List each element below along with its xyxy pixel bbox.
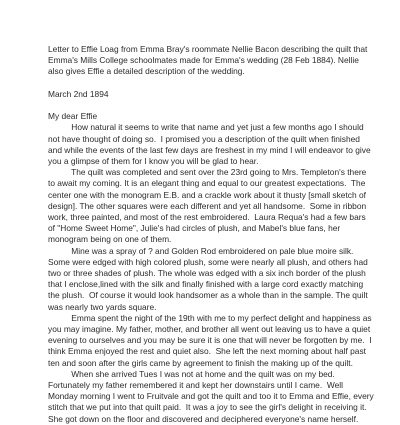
salutation: My dear Effie <box>48 111 98 122</box>
body-line: design]. The other squares were each different and yet all handsome. Some in ribbon <box>48 200 367 211</box>
body-line: stitch that we put into that quilt paid. It was a joy to see the girl's delight in receiving it. <box>48 402 367 413</box>
letter-date: March 2nd 1894 <box>48 88 109 99</box>
body-line: work, three painted, and most of the rest embroidered. Laura Requa's had a few bars <box>48 212 366 223</box>
body-line: She got down on the floor and discovered and deciphered everyone's name herself. <box>48 413 359 424</box>
body-line: you may imagine. My father, mother, and brother all went out leaving us to have a quiet <box>48 324 371 335</box>
body-line: Fortunately my father remembered it and kept her downstairs until I came. Well <box>48 380 343 391</box>
intro-line: also gives Effie a detailed description of the wedding. <box>48 66 245 77</box>
letter-body <box>48 122 374 424</box>
body-line: two or three shades of plush. The whole was edged with a six inch border of the plush <box>48 268 366 279</box>
intro-paragraph <box>48 44 374 78</box>
body-line: Emma spent the night of the 19th with me to my perfect delight and happiness as <box>48 312 372 323</box>
body-line: evening to ourselves and you may be sure it is one that will never be forgotten by me. I <box>48 335 372 346</box>
body-line: center one with the monogram E.B. and a crackle work about it thusty [small sketch of <box>48 189 366 200</box>
body-line: that I enclose,lined with the silk and finally finished with a large cord exactly matching <box>48 279 364 290</box>
body-line: Some were edged with high colored plush, some were nearly all plush, and others had <box>48 256 368 267</box>
body-line: ten and soon after the girls came by agreement to finish the making up of the quilt. <box>48 357 353 368</box>
body-line: How natural it seems to write that name and yet just a few months ago I should <box>48 122 364 133</box>
intro-line: Emma's Mills College schoolmates made for Emma's wedding (28 Feb 1884). Nellie <box>48 55 359 66</box>
body-line: the plush. Of course it would look handsomer as a whole than in the sample. The quilt <box>48 290 368 301</box>
body-line: The quilt was completed and sent over the 23rd going to Mrs. Templeton's there <box>48 167 367 178</box>
body-line: to await my coming. It is an elegant thing and equal to our greatest expectations. The <box>48 178 366 189</box>
body-line: was nearly two yards square. <box>48 301 157 312</box>
body-line: not have thought of doing so. I promised you a description of the quilt when finished <box>48 133 360 144</box>
body-line: and while the events of the last few days are freshest in my mind I will endeavor to give <box>48 144 371 155</box>
body-line: Monday morning I went to Fruitvale and got the quilt and too it to Emma and Effie, every <box>48 391 374 402</box>
body-line: think Emma enjoyed the rest and quiet also. She left the next morning about half past <box>48 346 366 357</box>
body-line: When she arrived Tues I was not at home and the quilt was on my bed. <box>48 368 335 379</box>
body-line: Mine was a spray of ? and Golden Rod embroidered on pale blue moire silk. <box>48 245 354 256</box>
body-line: monogram being on one of them. <box>48 234 172 245</box>
intro-line: Letter to Effie Loag from Emma Bray's roommate Nellie Bacon describing the quilt that <box>48 44 368 54</box>
letter-content <box>48 44 374 425</box>
body-line: you a glimpse of them for I know you will be glad to hear. <box>48 156 259 166</box>
body-line: of "Home Sweet Home", Julie's had circles of plush, and Mabel's blue fans, her <box>48 223 341 234</box>
